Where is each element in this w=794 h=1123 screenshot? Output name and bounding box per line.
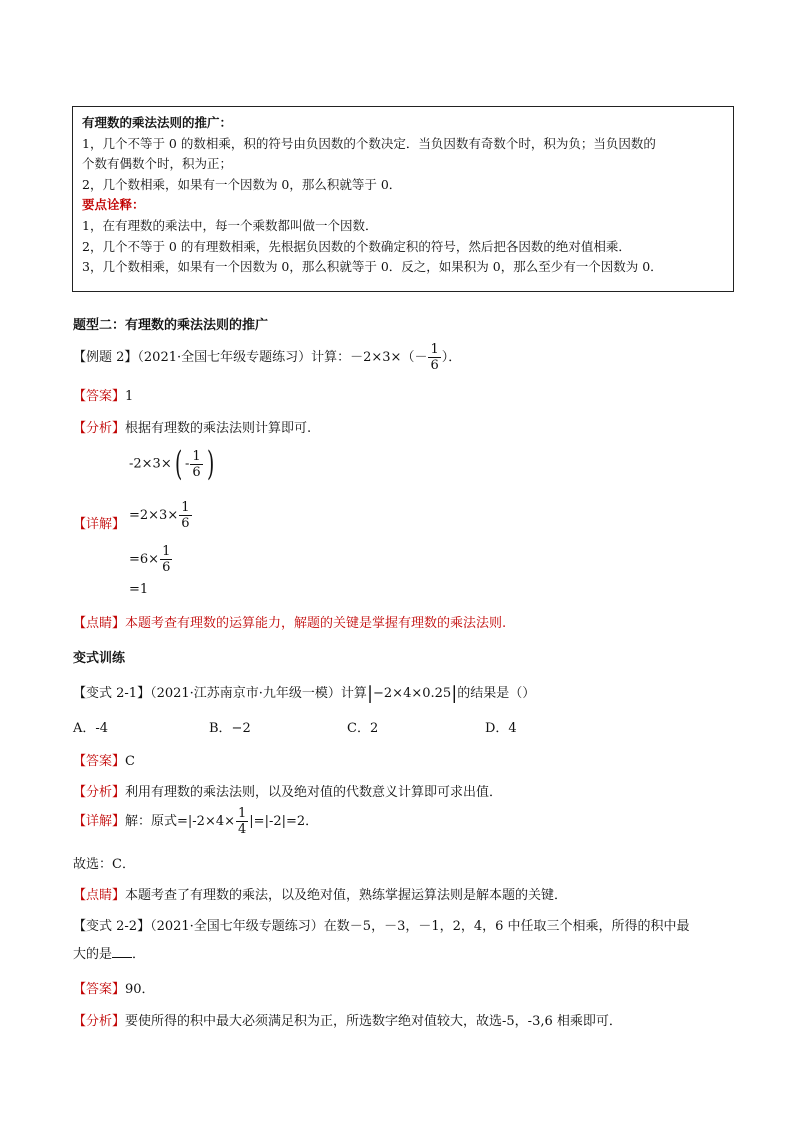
rule-box [72,106,734,292]
frac-num: 1 [192,448,201,464]
rule-line-1b: 个数有偶数个时，积为正； [82,156,233,172]
variant-text-2: 大的是 [73,947,113,962]
answer-blank [112,945,132,958]
variant-2-2-question-cont [73,943,145,962]
analysis-text: 根据有理数的乘法法则计算即可. [125,421,312,436]
analysis-label: 【分析】 [73,1014,126,1029]
frac-den: 6 [192,464,201,480]
answer-value: 1 [125,389,134,404]
variant-2-1-analysis [73,781,502,800]
example-label: 【例题 2】 [73,350,138,365]
frac-num: 1 [162,544,171,559]
variant-2-1-answer [73,750,135,769]
variant-text-2-end: ． [132,947,146,962]
step1-fraction [190,449,202,480]
variant-2-2-analysis [73,1010,622,1029]
key-points-title: 要点诠释： [82,197,145,213]
detail-step-4: =1 [129,582,149,597]
comment-text: 本题考查了有理数的乘法，以及绝对值，熟练掌握运算法则是解本题的关键． [125,888,568,903]
frac-num: 1 [238,806,247,821]
answer-value: C [125,754,135,769]
expr-suffix: ）． [441,350,462,365]
variant-label: 【变式 2-1】 [73,686,151,701]
analysis-label: 【分析】 [73,421,126,436]
variant-2-1-detail [73,806,318,837]
comment-label: 【点睛】 [73,616,126,631]
abs-bar-left: | [366,682,374,704]
key-point-2: 2，几个不等于 0 的有理数相乘，先根据负因数的个数确定积的符号，然后把各因数的绝对值相乘． [82,238,631,254]
step2-fraction [179,500,191,531]
answer-value: 90． [125,982,155,997]
step2-prefix: =2×3× [129,508,179,523]
analysis-text: 利用有理数的乘法法则，以及绝对值的代数意义计算即可求出值． [125,785,503,800]
abs-bar-right: | [451,682,458,704]
frac-den: 6 [162,560,171,575]
rule-line-2: 2，几个数相乘，如果有一个因数为 0，那么积就等于 0． [82,176,402,192]
frac-den: 6 [181,516,190,531]
variant-2-2-answer [73,978,155,997]
variant-text-1: （2021·全国七年级专题练习）在数－5，－3，－1，2，4，6 中任取三个相乘，所得的积中最 [150,919,690,934]
option-c: C．2 [347,721,379,736]
option-d: D．4 [485,721,517,736]
detail-label: 【详解】 [73,517,126,532]
rule-box-title: 有理数的乘法法则的推广： [82,115,233,130]
variant-suffix: 的结果是（） [457,686,536,701]
frac-num: 1 [430,342,439,357]
expr-prefix: －2×3×（－ [350,350,428,365]
fraction-one-sixth [428,342,440,373]
variant-2-2-question [73,915,690,934]
step1-minus: - [185,456,190,472]
abs-expression: −2×4×0.25 [373,686,452,701]
detail-fraction [236,806,248,837]
rule-line-1a: 1，几个不等于 0 的数相乘，积的符号由负因数的个数决定．当负因数有奇数个时，积为负；当负因数的 [82,135,656,151]
detail-suffix: |=|-2|=2． [249,814,319,829]
frac-den: 4 [238,822,247,837]
frac-den: 6 [430,358,439,373]
variant-2-1-question [73,682,535,703]
section-title: 题型二：有理数的乘法法则的推广 [73,318,269,333]
analysis-label: 【分析】 [73,785,126,800]
step1-prefix: -2×3× [129,456,172,472]
answer-label: 【答案】 [73,389,126,404]
variant-label: 【变式 2-2】 [73,919,151,934]
variant-source: （2021·江苏南京市·九年级一模）计算 [150,686,367,701]
right-paren: ) [206,444,214,484]
answer-label: 【答案】 [73,982,126,997]
comment-text: 本题考查有理数的运算能力，解题的关键是掌握有理数的乘法法则. [125,616,507,631]
key-point-3: 3，几个数相乘，如果有一个因数为 0，那么积就等于 0．反之，如果积为 0，那么至少有一个因数为 0． [82,259,663,275]
detail-step-1 [129,444,217,484]
detail-label: 【详解】 [73,814,126,829]
example-2-answer [73,385,133,404]
option-a: A．-4 [73,721,109,736]
example-2-comment [73,612,506,631]
answer-label: 【答案】 [73,754,126,769]
key-point-1: 1，在有理数的乘法中，每一个乘数都叫做一个因数． [82,217,378,233]
example-2-question [73,342,461,373]
detail-prefix: 解：原式=|-2×4× [125,814,236,829]
example-2-analysis [73,417,311,436]
practice-title: 变式训练 [73,651,126,666]
step3-fraction [160,544,172,575]
frac-num: 1 [181,500,190,515]
example-source: （2021·全国七年级专题练习）计算： [137,350,351,365]
step3-prefix: =6× [129,552,160,567]
option-b: B．−2 [209,721,251,736]
detail-step-2 [129,500,193,531]
variant-2-1-comment [73,884,567,903]
comment-label: 【点睛】 [73,888,126,903]
detail-step-3 [129,544,173,575]
left-paren: ( [174,444,183,484]
analysis-text: 要使所得的积中最大必须满足积为正，所选数字绝对值较大，故选-5，-3,6 相乘即可． [125,1014,622,1029]
variant-2-1-choice: 故选：C． [73,857,135,872]
